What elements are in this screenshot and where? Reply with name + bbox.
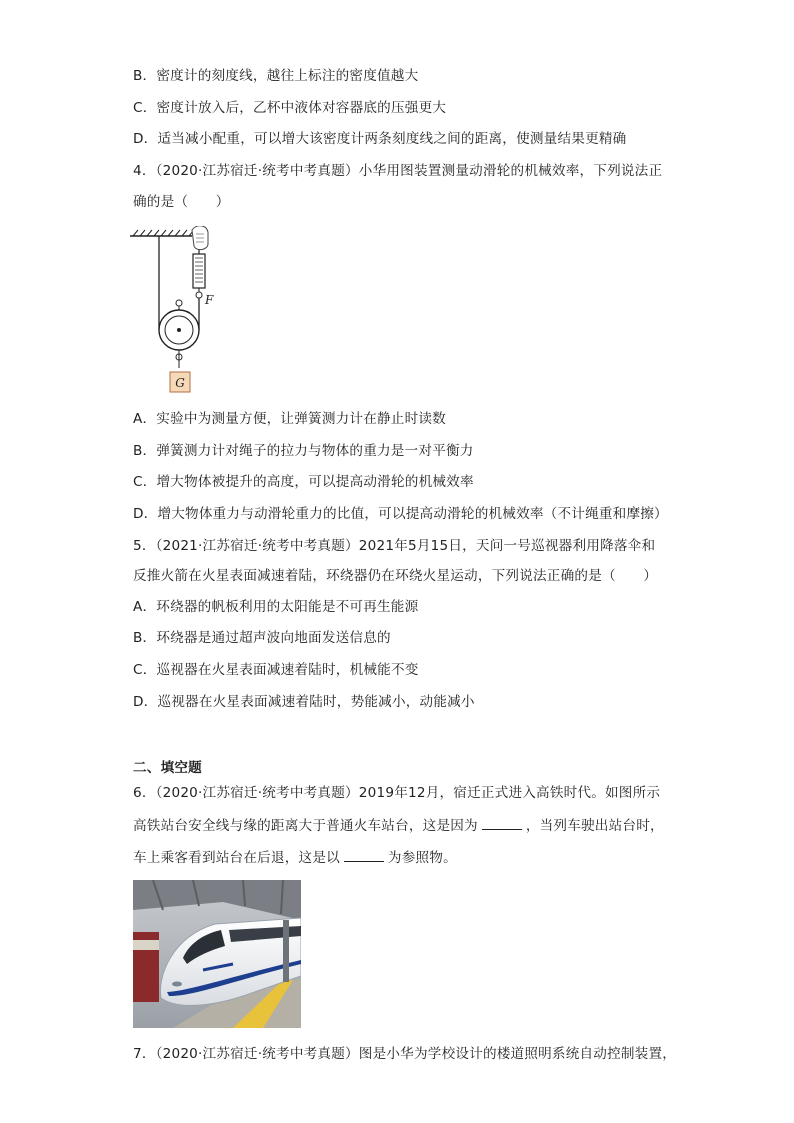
q6-line3-part2: 为参照物。	[387, 850, 457, 866]
q6-stem-line-3	[133, 848, 457, 868]
q5-stem-line-2: 反推火箭在火星表面减速着陆，环绕器仍在环绕火星运动，下列说法正确的是（ ）	[133, 568, 658, 584]
q4-option-d: D．增大物体重力与动滑轮重力的比值，可以提高动滑轮的机械效率（不计绳重和摩擦）	[133, 506, 668, 522]
q4-stem-line-2: 确的是（ ）	[133, 194, 230, 210]
section-heading-fill-in: 二、填空题	[133, 760, 202, 776]
q4-option-b: B．弹簧测力计对绳子的拉力与物体的重力是一对平衡力	[133, 443, 474, 459]
q6-line2-part1: 高铁站台安全线与缘的距离大于普通火车站台，这是因为	[133, 818, 478, 834]
q4-option-c: C．增大物体被提升的高度，可以提高动滑轮的机械效率	[133, 474, 474, 490]
q6-stem-line-2	[133, 816, 664, 836]
q6-line3-part1: 车上乘客看到站台在后退，这是以	[133, 850, 340, 866]
scale-hook	[196, 288, 202, 298]
q4-option-a: A．实验中为测量方便，让弹簧测力计在静止时读数	[133, 411, 446, 427]
spring-scale	[193, 254, 205, 288]
q7-stem-line-1: 7．（2020·江苏宿迁·统考中考真题）图是小华为学校设计的楼道照明系统自动控制装置，	[133, 1046, 677, 1062]
q3-option-c: C．密度计放入后，乙杯中液体对容器底的压强更大	[133, 100, 447, 116]
q6-stem-line-1: 6．（2020·江苏宿迁·统考中考真题）2019年12月，宿迁正式进入高铁时代。如图所示	[133, 785, 661, 801]
q5-option-c: C．巡视器在火星表面减速着陆时，机械能不变	[133, 662, 419, 678]
q4-stem-line-1: 4．（2020·江苏宿迁·统考中考真题）小华用图装置测量动滑轮的机械效率，下列说法正	[133, 163, 663, 179]
q5-option-d: D．巡视器在火星表面减速着陆时，势能减小，动能减小	[133, 694, 475, 710]
force-label: F	[205, 293, 214, 307]
q3-option-b: B．密度计的刻度线，越往上标注的密度值越大	[133, 68, 419, 84]
high-speed-train-photo	[133, 880, 301, 1028]
q5-option-a: A．环绕器的帆板利用的太阳能是不可再生能源	[133, 599, 419, 615]
answer-blank-2[interactable]	[344, 849, 384, 862]
answer-blank-1[interactable]	[482, 817, 522, 830]
q3-option-d: D．适当减小配重，可以增大该密度计两条刻度线之间的距离，使测量结果更精确	[133, 131, 627, 147]
q5-option-b: B．环绕器是通过超声波向地面发送信息的	[133, 630, 391, 646]
ceiling-hatch	[133, 230, 194, 236]
weight-label: G	[175, 376, 185, 390]
q5-stem-line-1: 5．（2021·江苏宿迁·统考中考真题）2021年5月15日，天问一号巡视器利用降落伞和	[133, 538, 656, 554]
q6-line2-part2: ，当列车驶出站台时，	[525, 818, 664, 834]
pulley-diagram	[130, 226, 220, 396]
